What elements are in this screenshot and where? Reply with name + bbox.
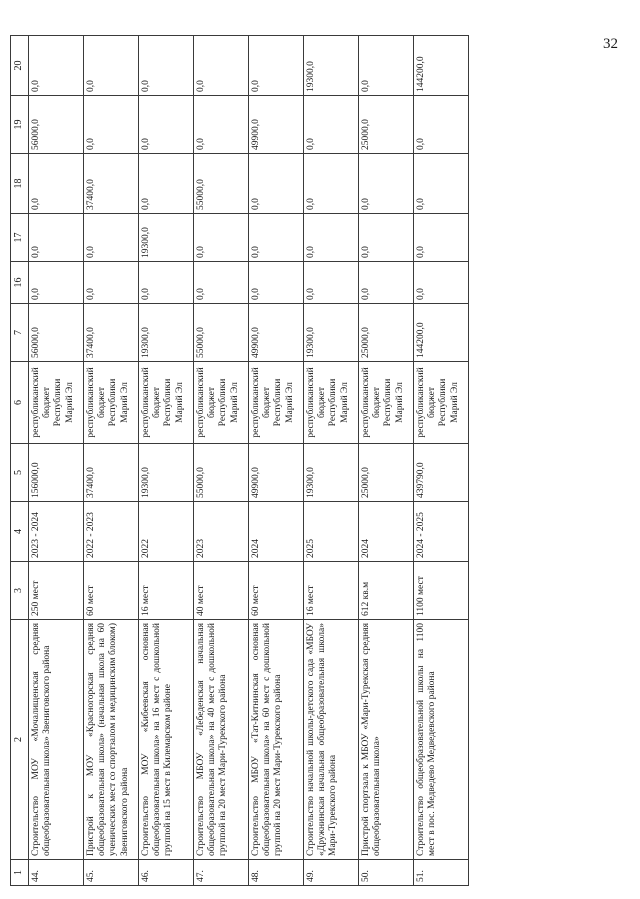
table-cell: 0,0	[249, 36, 304, 96]
table-cell: 0,0	[304, 214, 359, 262]
table-cell: 0,0	[359, 154, 414, 214]
table-cell: 144200,0	[414, 36, 469, 96]
table-row	[139, 36, 194, 886]
table-cell: 0,0	[414, 154, 469, 214]
table-cell: 16 мест	[139, 562, 194, 620]
table-cell: 1100 мест	[414, 562, 469, 620]
table-cell: республиканский бюджет Республики Марий Эл	[359, 362, 414, 444]
table-cell: 0,0	[249, 262, 304, 304]
table-cell: республиканский бюджет Республики Марий Эл	[304, 362, 359, 444]
table-cell: республиканский бюджет Республики Марий Эл	[29, 362, 84, 444]
table-cell: 2024	[359, 502, 414, 562]
table-row	[304, 36, 359, 886]
table-cell: 0,0	[29, 214, 84, 262]
table-cell: 37400,0	[84, 304, 139, 362]
table-cell: 55000,0	[194, 154, 249, 214]
table-cell: 0,0	[84, 36, 139, 96]
table-cell: 2023	[194, 502, 249, 562]
page-number: 32	[603, 36, 618, 52]
table-cell: 250 мест	[29, 562, 84, 620]
table-cell: 439790,0	[414, 444, 469, 502]
table-cell: 37400,0	[84, 154, 139, 214]
column-header: 17	[11, 214, 29, 262]
column-header: 2	[11, 620, 29, 860]
table-cell: республиканский бюджет Республики Марий Эл	[194, 362, 249, 444]
table-cell: республиканский бюджет Республики Марий Эл	[84, 362, 139, 444]
table-cell: 40 мест	[194, 562, 249, 620]
table-cell: Строительство МБОУ «Тат-Китнинская основная общеобразовательная школа» на 60 мест с дошкольной группой на 20 мест Мари-Турекского района	[249, 620, 304, 860]
table-cell: республиканский бюджет Республики Марий Эл	[414, 362, 469, 444]
table-cell: Строительство МОУ «Мочалищенская средняя общеобразовательная школа» Звениговского района	[29, 620, 84, 860]
table-cell: 19300,0	[304, 36, 359, 96]
table-cell: 0,0	[194, 36, 249, 96]
table-row	[194, 36, 249, 886]
table-cell: 0,0	[359, 262, 414, 304]
rotated-table-wrapper	[10, 36, 620, 886]
table-cell: 51.	[414, 860, 469, 886]
table-cell: 19300,0	[304, 304, 359, 362]
table-cell: 19300,0	[139, 444, 194, 502]
table-cell: 49900,0	[249, 304, 304, 362]
table-cell: 44.	[29, 860, 84, 886]
table-cell: 0,0	[249, 154, 304, 214]
table-cell: Пристрой к МОУ «Красногорская средняя общеобразовательная школа» (начальная школа на 60 ученических мест со спортзалом и медицинским блоком) Звениговского района	[84, 620, 139, 860]
table-cell: 60 мест	[84, 562, 139, 620]
table-cell: 2025	[304, 502, 359, 562]
table-cell: 2024 - 2025	[414, 502, 469, 562]
table-cell: Строительство общеобразовательной школы на 1100 мест в пос. Медведево Медведевского района	[414, 620, 469, 860]
table-cell: 0,0	[84, 96, 139, 154]
column-header: 5	[11, 444, 29, 502]
table-cell: 50.	[359, 860, 414, 886]
column-header: 6	[11, 362, 29, 444]
table-cell: 0,0	[414, 262, 469, 304]
table-cell: 49900,0	[249, 444, 304, 502]
table-cell: 55000,0	[194, 304, 249, 362]
table-cell: 0,0	[304, 154, 359, 214]
column-header: 7	[11, 304, 29, 362]
table-row	[249, 36, 304, 886]
table-cell: 2024	[249, 502, 304, 562]
table-cell: 0,0	[359, 214, 414, 262]
table-cell: 48.	[249, 860, 304, 886]
table-cell: 47.	[194, 860, 249, 886]
table-cell: 156000,0	[29, 444, 84, 502]
table-cell: 144200,0	[414, 304, 469, 362]
table-cell: 25000,0	[359, 96, 414, 154]
table-cell: 19300,0	[139, 304, 194, 362]
column-header: 3	[11, 562, 29, 620]
header-row	[11, 36, 29, 886]
table-cell: 45.	[84, 860, 139, 886]
column-header: 18	[11, 154, 29, 214]
table-cell: 0,0	[139, 154, 194, 214]
table-cell: 0,0	[29, 36, 84, 96]
table-cell: 0,0	[304, 262, 359, 304]
table-cell: 0,0	[139, 262, 194, 304]
table-cell: 0,0	[249, 214, 304, 262]
table-cell: Строительство МОУ «Кибеевская основная общеобразовательная школа» на 16 мест с дошкольной группой на 15 мест в Килемарском районе	[139, 620, 194, 860]
table-cell: 46.	[139, 860, 194, 886]
table-cell: 25000,0	[359, 444, 414, 502]
table-cell: 19300,0	[304, 444, 359, 502]
table-cell: 49.	[304, 860, 359, 886]
table-cell: 0,0	[194, 262, 249, 304]
table-cell: 0,0	[139, 96, 194, 154]
table-cell: 0,0	[194, 214, 249, 262]
table-cell: 55000,0	[194, 444, 249, 502]
table-cell: 2023 - 2024	[29, 502, 84, 562]
column-header: 4	[11, 502, 29, 562]
table-row	[29, 36, 84, 886]
table-row	[84, 36, 139, 886]
table-cell: 0,0	[84, 262, 139, 304]
table-cell: 0,0	[414, 214, 469, 262]
table-cell: 56000,0	[29, 304, 84, 362]
table-cell: 0,0	[414, 96, 469, 154]
column-header: 16	[11, 262, 29, 304]
table-cell: 25000,0	[359, 304, 414, 362]
table-cell: 0,0	[29, 262, 84, 304]
table-cell: 0,0	[194, 96, 249, 154]
table-cell: 0,0	[29, 154, 84, 214]
table-cell: 56000,0	[29, 96, 84, 154]
table-cell: республиканский бюджет Республики Марий Эл	[139, 362, 194, 444]
table-cell: 612 кв.м	[359, 562, 414, 620]
column-header: 19	[11, 96, 29, 154]
table-cell: 0,0	[84, 214, 139, 262]
column-header: 20	[11, 36, 29, 96]
table-cell: 0,0	[304, 96, 359, 154]
table-cell: 60 мест	[249, 562, 304, 620]
table-cell: республиканский бюджет Республики Марий Эл	[249, 362, 304, 444]
table-cell: 0,0	[139, 36, 194, 96]
table-cell: Строительство МБОУ «Лебеденская начальная общеобразовательная школа» на 40 мест с дошкольной группой на 20 мест Мари-Турекского района	[194, 620, 249, 860]
table-cell: 19300,0	[139, 214, 194, 262]
column-header: 1	[11, 860, 29, 886]
table-cell: 2022	[139, 502, 194, 562]
table-cell: Строительство начальной школы-детского сада «МБОУ «Дружнинская начальная общеобразовательная школа» Мари-Турекского района	[304, 620, 359, 860]
table-cell: 37400,0	[84, 444, 139, 502]
table-cell: 49900,0	[249, 96, 304, 154]
table-body	[29, 36, 469, 886]
table-cell: Пристрой спортзала к МБОУ «Мари-Турекская средняя общеобразовательная школа»	[359, 620, 414, 860]
program-table	[10, 35, 469, 886]
table-cell: 0,0	[359, 36, 414, 96]
table-row	[414, 36, 469, 886]
table-cell: 2022 - 2023	[84, 502, 139, 562]
table-row	[359, 36, 414, 886]
table-cell: 16 мест	[304, 562, 359, 620]
